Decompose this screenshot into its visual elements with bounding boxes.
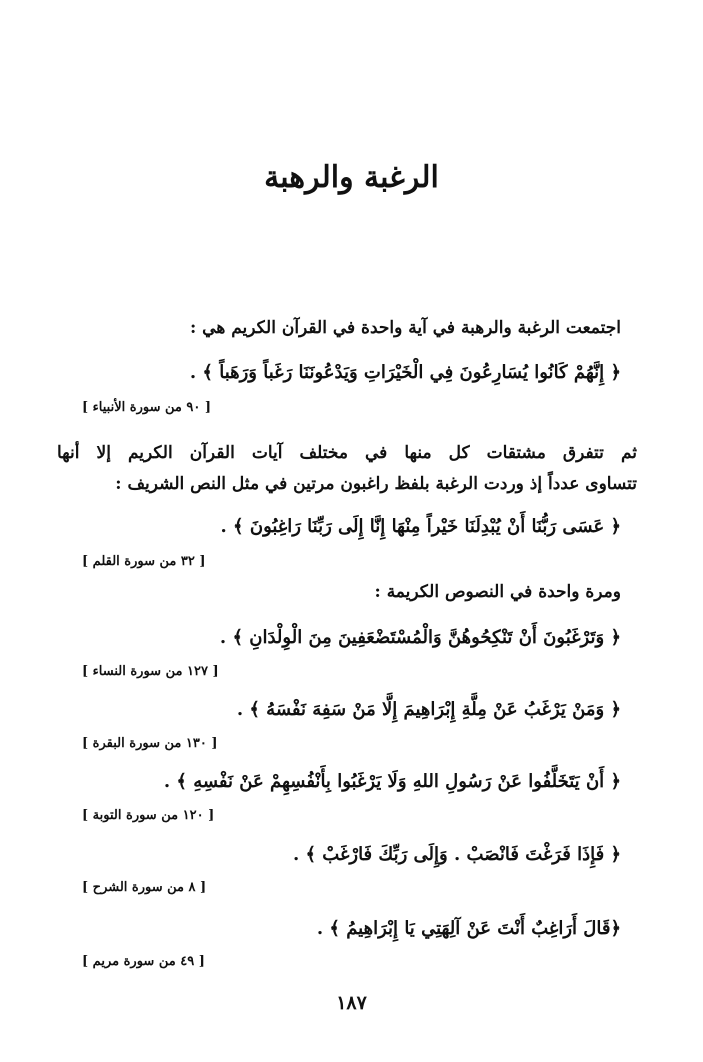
verse-anbiya: ﴿ إِنَّهُمْ كَانُوا يُسَارِعُونَ فِي الْخَيْرَاتِ وَيَدْعُونَنَا رَغَباً وَرَهَباً ﴾ . <box>189 362 621 383</box>
paragraph2-line1: ثم تتفرق مشتقات كل منها في مختلف آيات القرآن الكريم إلا أنها <box>57 443 637 463</box>
verse-nisa: ﴿ وَتَرْغَبُونَ أَنْ تَنْكِحُوهُنَّ وَالْمُسْتَضْعَفِينَ مِنَ الْوِلْدَانِ ﴾ . <box>219 627 621 648</box>
paragraph3-line1: ومرة واحدة في النصوص الكريمة : <box>374 582 621 602</box>
ref-anbiya-text: [ ٩٠ من سورة الأنبياء ] <box>82 400 212 415</box>
ref-qalam <box>82 552 302 572</box>
page-number: ١٨٧ <box>336 992 367 1014</box>
paragraph2-line2: تتساوى عدداً إذ وردت الرغبة بلفظ راغبون مرتين في مثل النص الشريف : <box>115 474 637 494</box>
verse-maryam: ﴿قَالَ أَرَاغِبٌ أَنْتَ عَنْ آلِهَتِي يَا إِبْرَاهِيمُ ﴾ . <box>316 918 621 939</box>
ref-sharh-text: [ ٨ من سورة الشرح ] <box>82 880 207 895</box>
ref-nisa-text: [ ١٢٧ من سورة النساء ] <box>82 664 219 679</box>
ref-baqara <box>82 734 302 754</box>
ref-baqara-text: [ ١٣٠ من سورة البقرة ] <box>82 736 218 751</box>
verse-sharh: ﴿ فَإِذَا فَرَغْتَ فَانْصَبْ . وَإِلَى رَبِّكَ فَارْغَبْ ﴾ . <box>292 844 621 865</box>
ref-tawba <box>82 806 302 826</box>
verse-tawba: ﴿ أَنْ يَتَخَلَّفُوا عَنْ رَسُولِ اللهِ وَلَا يَرْغَبُوا بِأَنْفُسِهِمْ عَنْ نَفْسِهِ ﴾ . <box>163 771 621 792</box>
intro-line: اجتمعت الرغبة والرهبة في آية واحدة في القرآن الكريم هي : <box>189 318 621 338</box>
ref-maryam-text: [ ٤٩ من سورة مريم ] <box>82 954 205 969</box>
ref-maryam <box>82 952 302 972</box>
ref-anbiya <box>82 398 302 418</box>
ref-qalam-text: [ ٣٢ من سورة القلم ] <box>82 554 206 569</box>
ref-sharh <box>82 878 302 898</box>
verse-qalam: ﴿ عَسَى رَبُّنَا أَنْ يُبْدِلَنَا خَيْراً مِنْهَا إِنَّا إِلَى رَبِّنَا رَاغِبُونَ ﴾ . <box>220 516 621 537</box>
verse-baqara: ﴿ وَمَنْ يَرْغَبُ عَنْ مِلَّةِ إِبْرَاهِيمَ إِلَّا مَنْ سَفِهَ نَفْسَهُ ﴾ . <box>236 699 621 720</box>
page-title: الرغبة والرهبة <box>264 160 439 195</box>
ref-tawba-text: [ ١٢٠ من سورة التوبة ] <box>82 808 215 823</box>
ref-nisa <box>82 662 302 682</box>
